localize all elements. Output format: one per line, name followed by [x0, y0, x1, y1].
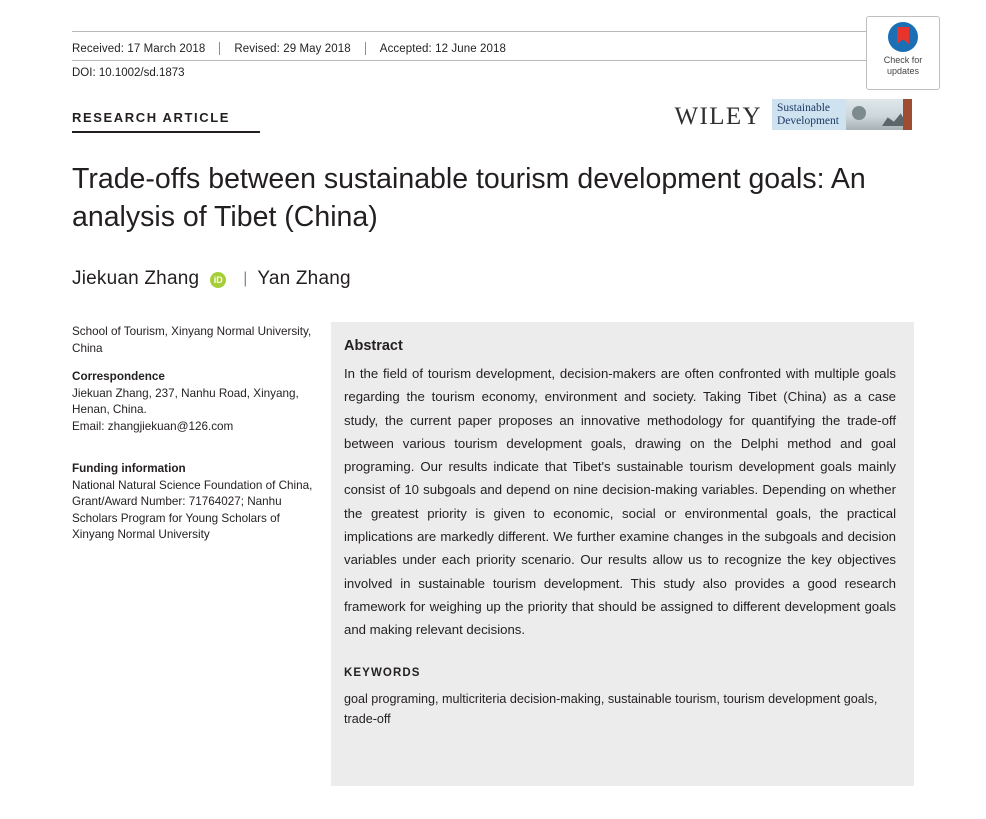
funding-text: National Natural Science Foundation of China, Grant/Award Number: 71764027; Nanhu Scholars Program for Young Scholars of Xinyang Normal University [72, 478, 313, 541]
author-name-2: Yan Zhang [257, 268, 351, 289]
header-rule-bottom [72, 60, 912, 61]
date-divider [365, 42, 366, 55]
abstract-body: In the field of tourism development, decision-makers are often confronted with multiple goals regarding the tourism economy, environment and society. Taking Tibet (China) as a case study, the current paper proposes an innovative methodology for quantifying the trade-off between various tourism development goals, drawing on the Delphi method and goal programing. Our results indicate that Tibet's sustainable tourism development goals mainly consist of 10 subgoals and depend on nine decision-making variables. Depending on whether the greatest priority is given to economic, social or environmental goals, the practical implications are markedly different. We further examine changes in the subgoals and decision variables under each priority scenario. Our results allow us to recognize the key objectives involved in sustainable tourism development. This study also provides a good research framework for weighing up the priority that should be assigned to different development goals and making relevant decisions. [344, 366, 896, 638]
orcid-icon[interactable] [210, 272, 226, 288]
received-date: Received: 17 March 2018 [72, 42, 206, 55]
date-divider [219, 42, 220, 55]
accepted-date: Accepted: 12 June 2018 [379, 42, 507, 55]
article-type-underline [72, 131, 260, 133]
correspondence-address: Jiekuan Zhang, 237, Nanhu Road, Xinyang, Henan, China. [72, 386, 299, 416]
affiliation-column [72, 324, 314, 544]
publication-dates [72, 42, 912, 55]
article-type-label: RESEARCH ARTICLE [72, 110, 231, 125]
check-for-updates-badge[interactable] [866, 16, 940, 90]
correspondence-email[interactable]: Email: zhangjiekuan@126.com [72, 419, 234, 433]
journal-logo [772, 99, 912, 130]
check-for-updates-line2: updates [886, 66, 920, 76]
journal-title-line1: Sustainable [777, 102, 831, 114]
check-for-updates-line1: Check for [883, 55, 923, 65]
author-separator: | [243, 270, 248, 287]
wiley-wordmark: WILEY [674, 103, 762, 130]
doi-text: DOI: 10.1002/sd.1873 [72, 67, 185, 79]
affiliation-department: School of Tourism, Xinyang Normal University, China [72, 325, 312, 355]
journal-title [772, 102, 846, 127]
abstract-box [331, 322, 914, 786]
revised-date: Revised: 29 May 2018 [234, 42, 351, 55]
correspondence-heading: Correspondence [72, 370, 165, 383]
funding-heading: Funding information [72, 462, 186, 475]
abstract-heading: Abstract [344, 338, 403, 354]
keywords-list: goal programing, multicriteria decision-making, sustainable tourism, tourism development goals, trade-off [344, 691, 878, 726]
header-rule-top [72, 31, 912, 32]
author-list [72, 268, 351, 290]
page-title: Trade-offs between sustainable tourism development goals: An analysis of Tibet (China) [72, 163, 866, 233]
journal-title-line2: Development [777, 114, 839, 127]
keywords-heading: KEYWORDS [344, 666, 421, 679]
crossmark-icon [888, 22, 918, 52]
publisher-logo [674, 99, 912, 130]
author-name-1: Jiekuan Zhang [72, 268, 200, 289]
journal-spine [903, 99, 912, 130]
